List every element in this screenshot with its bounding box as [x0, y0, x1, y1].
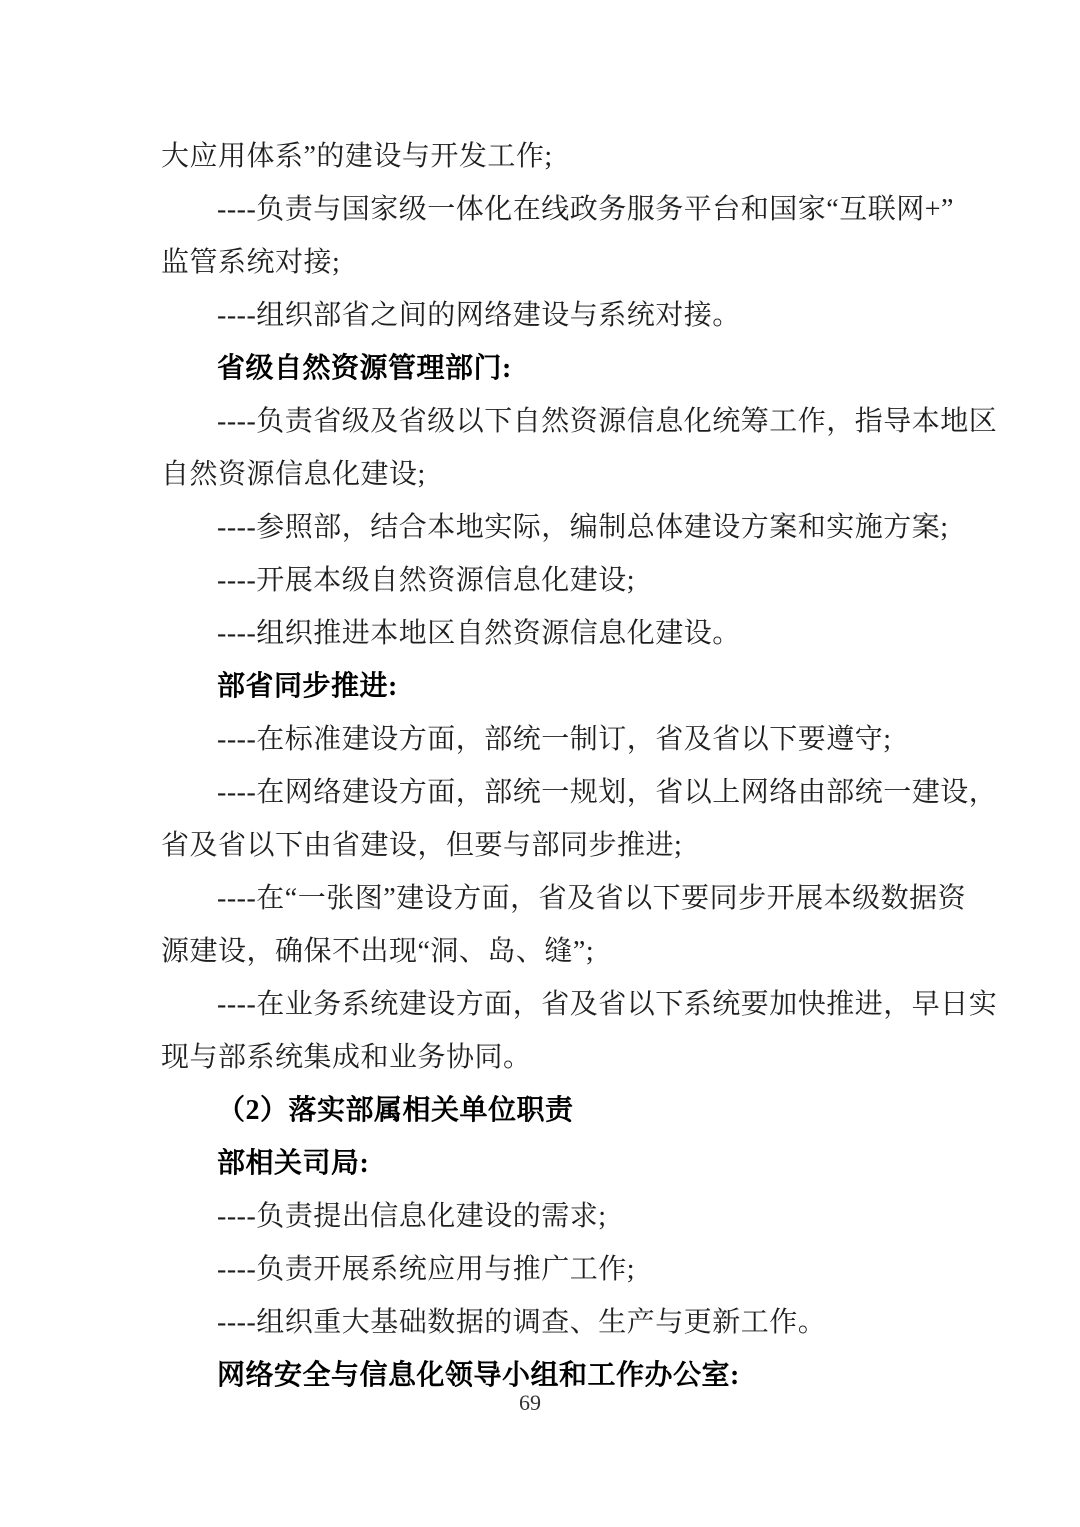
text-line: 源建设，确保不出现“洞、岛、缝”;: [161, 936, 595, 967]
text-line: ----负责与国家级一体化在线政务服务平台和国家“互联网+”: [217, 194, 954, 225]
section-heading: 部省同步推进:: [217, 671, 398, 702]
text-line: 监管系统对接;: [161, 247, 341, 278]
section-heading: 部相关司局:: [217, 1148, 370, 1179]
document-body: [161, 130, 998, 1402]
text-line: 现与部系统集成和业务协同。: [161, 1042, 532, 1073]
text-line: ----负责省级及省级以下自然资源信息化统筹工作，指导本地区: [217, 406, 998, 437]
text-line: ----参照部，结合本地实际，编制总体建设方案和实施方案;: [217, 512, 949, 543]
page-number: 69: [519, 1390, 541, 1415]
text-line: ----组织重大基础数据的调查、生产与更新工作。: [217, 1307, 827, 1338]
section-heading: 网络安全与信息化领导小组和工作办公室:: [217, 1360, 740, 1391]
section-heading: （2）落实部属相关单位职责: [217, 1095, 574, 1126]
text-line: ----在“一张图”建设方面，省及省以下要同步开展本级数据资: [217, 883, 967, 914]
text-line: 自然资源信息化建设;: [161, 459, 426, 490]
text-line: ----负责开展系统应用与推广工作;: [217, 1254, 636, 1285]
text-line: 省及省以下由省建设，但要与部同步推进;: [161, 830, 683, 861]
text-line: ----在业务系统建设方面，省及省以下系统要加快推进，早日实: [217, 989, 998, 1020]
text-line: ----负责提出信息化建设的需求;: [217, 1201, 607, 1232]
text-line: 大应用体系”的建设与开发工作;: [161, 141, 553, 172]
text-line: ----在标准建设方面，部统一制订，省及省以下要遵守;: [217, 724, 892, 755]
section-heading: 省级自然资源管理部门:: [217, 353, 512, 384]
text-line: ----开展本级自然资源信息化建设;: [217, 565, 636, 596]
text-line: ----组织部省之间的网络建设与系统对接。: [217, 300, 741, 331]
text-line: ----在网络建设方面，部统一规划，省以上网络由部统一建设，: [217, 777, 998, 808]
text-line: ----组织推进本地区自然资源信息化建设。: [217, 618, 741, 649]
